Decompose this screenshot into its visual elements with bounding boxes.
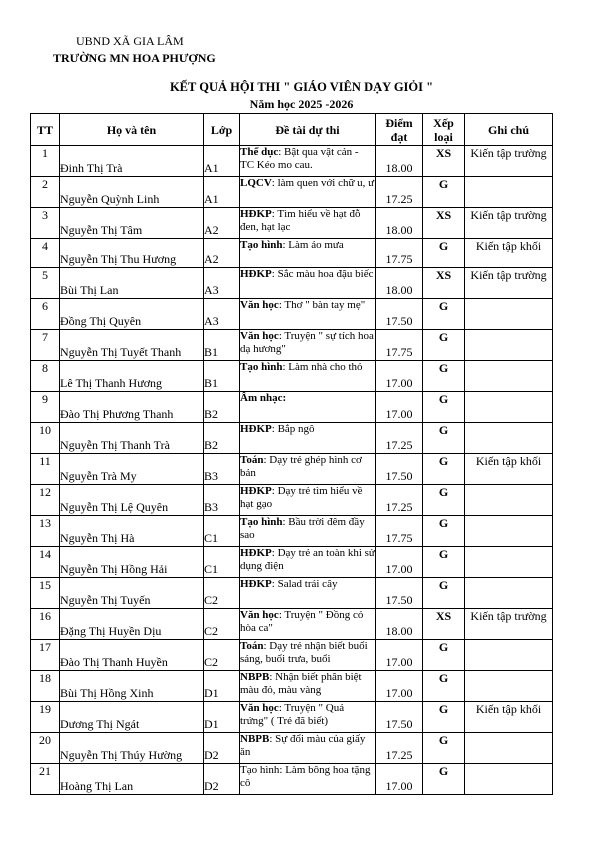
teacher-name: Nguyễn Thị Hà (60, 516, 204, 547)
topic-cell (240, 733, 376, 764)
topic-cell (240, 640, 376, 671)
table-row (31, 146, 553, 177)
header-score-line1: Điểm (385, 115, 413, 130)
topic-text: : Bầu trời đêm đầy sao (240, 516, 365, 541)
row-number: 11 (31, 454, 60, 485)
rank: G (423, 423, 465, 454)
topic-text: : Sự đổi màu của giấy ăn (240, 733, 366, 758)
topic-field: Toán (240, 454, 264, 466)
row-number: 12 (31, 485, 60, 516)
document-title: KẾT QUẢ HỘI THI " GIÁO VIÊN DẠY GIỎI " (169, 80, 434, 94)
note (465, 330, 553, 361)
topic-field: Văn học (240, 609, 279, 621)
teacher-name: Dương Thị Ngát (60, 702, 204, 733)
note (465, 177, 553, 208)
score: 18.00 (376, 609, 423, 640)
topic-text: : Thơ " bàn tay mẹ" (278, 299, 366, 311)
score: 17.75 (376, 330, 423, 361)
teacher-name: Đinh Thị Trà (60, 146, 204, 177)
topic-field: Văn học (240, 299, 279, 311)
header-class: Lớp (204, 114, 240, 146)
note: Kiến tập trường (465, 146, 553, 177)
class-name: B2 (204, 423, 240, 454)
table-body (31, 146, 553, 795)
results-table (30, 113, 553, 795)
note (465, 764, 553, 795)
topic-cell (240, 485, 376, 516)
note (465, 671, 553, 702)
topic-cell (240, 146, 376, 177)
topic-cell (240, 239, 376, 268)
table-row (31, 640, 553, 671)
rank: G (423, 702, 465, 733)
topic-text: : Salad trái cây (271, 578, 338, 590)
teacher-name: Đào Thị Thanh Huyền (60, 640, 204, 671)
rank: G (423, 547, 465, 578)
row-number: 4 (31, 239, 60, 268)
table-row (31, 485, 553, 516)
topic-text: : Dạy trẻ an toàn khi sử dụng điện (240, 547, 375, 572)
org-name-line1: UBND XÃ GIA LÂM (76, 34, 184, 48)
note (465, 392, 553, 423)
teacher-name: Nguyễn Quỳnh Linh (60, 177, 204, 208)
topic-cell (240, 299, 376, 330)
topic-text: : Bật qua vật cản - TC Kéo mo cau. (240, 146, 359, 171)
note (465, 299, 553, 330)
teacher-name: Bùi Thị Hồng Xinh (60, 671, 204, 702)
row-number: 7 (31, 330, 60, 361)
topic-text: : Truyện " sự tích hoa dạ hương" (240, 330, 374, 355)
topic-field: Tạo hình (240, 239, 283, 251)
topic-cell (240, 702, 376, 733)
table-row (31, 733, 553, 764)
note: Kiến tập khối (465, 702, 553, 733)
rank: XS (423, 146, 465, 177)
row-number: 14 (31, 547, 60, 578)
rank: G (423, 177, 465, 208)
topic-field: HĐKP (240, 578, 272, 590)
topic-text: : Dạy trẻ ghép hình cơ bản (240, 454, 362, 479)
note (465, 547, 553, 578)
note (465, 361, 553, 392)
teacher-name: Lê Thị Thanh Hương (60, 361, 204, 392)
header-rank (423, 114, 465, 146)
row-number: 21 (31, 764, 60, 795)
topic-field: Âm nhạc: (240, 392, 287, 404)
class-name: D2 (204, 733, 240, 764)
rank: G (423, 671, 465, 702)
table-header-row (31, 114, 553, 146)
topic-cell (240, 764, 376, 795)
score: 17.75 (376, 239, 423, 268)
score: 17.50 (376, 299, 423, 330)
topic-cell (240, 177, 376, 208)
note (465, 640, 553, 671)
table-row (31, 547, 553, 578)
score: 17.00 (376, 671, 423, 702)
topic-text: : Dạy trẻ tìm hiểu về hạt gạo (240, 485, 363, 510)
topic-text: : Tìm hiểu về hạt đỗ đen, hạt lạc (240, 208, 361, 233)
rank: G (423, 485, 465, 516)
teacher-name: Nguyễn Thị Hồng Hải (60, 547, 204, 578)
score: 17.50 (376, 702, 423, 733)
row-number: 9 (31, 392, 60, 423)
row-number: 3 (31, 208, 60, 239)
topic-field: HĐKP (240, 268, 272, 280)
rank: G (423, 330, 465, 361)
topic-cell (240, 392, 376, 423)
score: 17.50 (376, 454, 423, 485)
topic-cell (240, 423, 376, 454)
rank: G (423, 361, 465, 392)
table-row (31, 268, 553, 299)
teacher-name: Đồng Thị Quyên (60, 299, 204, 330)
topic-field: Văn học (240, 702, 279, 714)
row-number: 8 (31, 361, 60, 392)
score: 17.25 (376, 485, 423, 516)
topic-field: HĐKP (240, 547, 272, 559)
row-number: 20 (31, 733, 60, 764)
class-name: D1 (204, 671, 240, 702)
row-number: 1 (31, 146, 60, 177)
note: Kiến tập trường (465, 208, 553, 239)
rank: G (423, 764, 465, 795)
table-row (31, 239, 553, 268)
topic-cell (240, 609, 376, 640)
note: Kiến tập khối (465, 239, 553, 268)
score: 18.00 (376, 146, 423, 177)
row-number: 15 (31, 578, 60, 609)
header-topic: Đề tài dự thi (240, 114, 376, 146)
header-name: Họ và tên (60, 114, 204, 146)
topic-cell (240, 516, 376, 547)
score: 17.75 (376, 516, 423, 547)
class-name: C1 (204, 547, 240, 578)
score: 17.00 (376, 764, 423, 795)
rank: XS (423, 268, 465, 299)
topic-text: : Nhận biết phân biệt màu đỏ, màu vàng (240, 671, 362, 696)
score: 17.25 (376, 423, 423, 454)
topic-cell (240, 268, 376, 299)
rank: XS (423, 208, 465, 239)
note: Kiến tập trường (465, 268, 553, 299)
school-year: Năm học 2025 -2026 (249, 97, 354, 111)
table-row (31, 702, 553, 733)
row-number: 6 (31, 299, 60, 330)
topic-field: Toán (240, 640, 264, 652)
rank: G (423, 516, 465, 547)
table-row (31, 578, 553, 609)
class-name: C2 (204, 609, 240, 640)
rank: G (423, 578, 465, 609)
class-name: C1 (204, 516, 240, 547)
topic-field: NBPB (240, 733, 270, 745)
class-name: A2 (204, 208, 240, 239)
topic-cell (240, 361, 376, 392)
class-name: B1 (204, 361, 240, 392)
class-name: A3 (204, 268, 240, 299)
class-name: B2 (204, 392, 240, 423)
rank: G (423, 239, 465, 268)
table-row (31, 423, 553, 454)
topic-text: : Truyện " Đồng cỏ hòa ca" (240, 609, 364, 634)
topic-cell (240, 578, 376, 609)
topic-field: NBPB (240, 671, 270, 683)
header-rank-line1: Xếp (433, 115, 454, 130)
score: 18.00 (376, 268, 423, 299)
teacher-name: Đặng Thị Huyền Dịu (60, 609, 204, 640)
rank: G (423, 733, 465, 764)
row-number: 18 (31, 671, 60, 702)
note: Kiến tập khối (465, 454, 553, 485)
note (465, 733, 553, 764)
teacher-name: Nguyễn Thị Thu Hương (60, 239, 204, 268)
rank: G (423, 299, 465, 330)
note: Kiến tập trường (465, 609, 553, 640)
row-number: 2 (31, 177, 60, 208)
teacher-name: Đào Thị Phương Thanh (60, 392, 204, 423)
topic-cell (240, 330, 376, 361)
header-rank-line2: loại (434, 129, 453, 144)
table-row (31, 671, 553, 702)
rank: XS (423, 609, 465, 640)
header-tt: TT (31, 114, 60, 146)
note (465, 485, 553, 516)
class-name: A1 (204, 146, 240, 177)
topic-field: HĐKP (240, 423, 272, 435)
score: 17.25 (376, 733, 423, 764)
topic-text: : Bắp ngô (271, 423, 315, 435)
score: 17.00 (376, 361, 423, 392)
topic-field: Thể dục (240, 146, 279, 158)
table-row (31, 516, 553, 547)
topic-text: : Truyện " Quả trứng" ( Trẻ đã biết) (240, 702, 345, 727)
table-row (31, 330, 553, 361)
class-name: A1 (204, 177, 240, 208)
teacher-name: Nguyễn Thị Tâm (60, 208, 204, 239)
topic-cell (240, 671, 376, 702)
class-name: C2 (204, 640, 240, 671)
table-row (31, 454, 553, 485)
topic-cell (240, 208, 376, 239)
teacher-name: Nguyễn Trà My (60, 454, 204, 485)
note (465, 578, 553, 609)
topic-text: : Sắc màu hoa đậu biếc (271, 268, 374, 280)
school-name: TRƯỜNG MN HOA PHƯỢNG (53, 51, 216, 65)
score: 17.00 (376, 392, 423, 423)
score: 17.00 (376, 640, 423, 671)
class-name: B3 (204, 454, 240, 485)
topic-text: : Làm áo mưa (282, 239, 344, 251)
class-name: D2 (204, 764, 240, 795)
score: 17.00 (376, 547, 423, 578)
topic-field: LQCV (240, 177, 272, 189)
row-number: 16 (31, 609, 60, 640)
table-row (31, 208, 553, 239)
row-number: 13 (31, 516, 60, 547)
score: 17.25 (376, 177, 423, 208)
topic-field: Tạo hình (240, 361, 283, 373)
table-row (31, 177, 553, 208)
class-name: B3 (204, 485, 240, 516)
rank: G (423, 454, 465, 485)
teacher-name: Nguyễn Thị Tuyết Thanh (60, 330, 204, 361)
table-row (31, 361, 553, 392)
topic-text: : Dạy trẻ nhận biết buổi sáng, buổi trưa, buổi (240, 640, 368, 665)
topic-cell (240, 547, 376, 578)
rank: G (423, 392, 465, 423)
score: 18.00 (376, 208, 423, 239)
header-score-line2: đạt (390, 129, 408, 144)
score: 17.50 (376, 578, 423, 609)
teacher-name: Hoàng Thị Lan (60, 764, 204, 795)
teacher-name: Nguyễn Thị Lệ Quyên (60, 485, 204, 516)
row-number: 17 (31, 640, 60, 671)
table-row (31, 609, 553, 640)
topic-text: Tạo hình: Làm bông hoa tặng cô (240, 764, 371, 789)
table-row (31, 392, 553, 423)
topic-text: : làm quen với chữ u, ư (271, 177, 375, 189)
table-row (31, 764, 553, 795)
topic-field: Tạo hình (240, 516, 283, 528)
topic-cell (240, 454, 376, 485)
class-name: D1 (204, 702, 240, 733)
topic-field: Văn học (240, 330, 279, 342)
teacher-name: Nguyễn Thị Tuyến (60, 578, 204, 609)
note (465, 423, 553, 454)
row-number: 10 (31, 423, 60, 454)
note (465, 516, 553, 547)
teacher-name: Nguyễn Thị Thúy Hường (60, 733, 204, 764)
topic-field: HĐKP (240, 208, 272, 220)
class-name: A2 (204, 239, 240, 268)
table-row (31, 299, 553, 330)
class-name: B1 (204, 330, 240, 361)
class-name: A3 (204, 299, 240, 330)
teacher-name: Nguyễn Thị Thanh Trà (60, 423, 204, 454)
row-number: 5 (31, 268, 60, 299)
header-score (376, 114, 423, 146)
class-name: C2 (204, 578, 240, 609)
teacher-name: Bùi Thị Lan (60, 268, 204, 299)
header-note: Ghi chú (465, 114, 553, 146)
row-number: 19 (31, 702, 60, 733)
rank: G (423, 640, 465, 671)
topic-text: : Làm nhà cho thỏ (282, 361, 363, 373)
topic-field: HĐKP (240, 485, 272, 497)
